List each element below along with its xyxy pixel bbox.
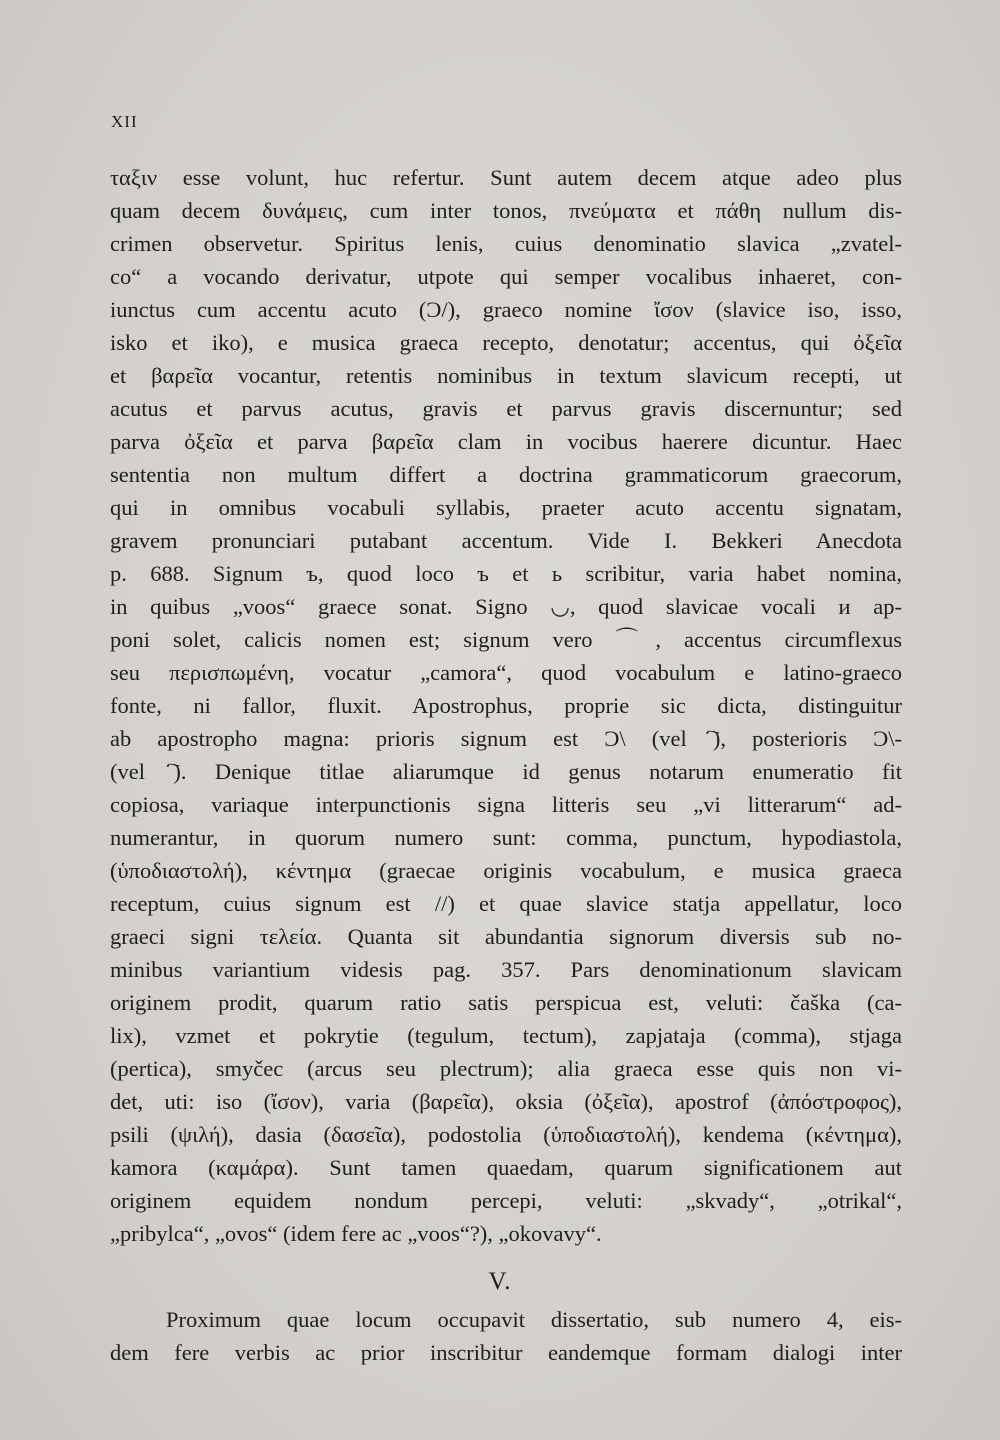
text-line: numerantur, in quorum numero sunt: comma, punctum, hypodiastola, bbox=[110, 825, 902, 850]
text-line: qui in omnibus vocabuli syllabis, praeter acuto accentu signatam, bbox=[110, 495, 902, 520]
text-line: gravem pronunciari putabant accentum. Vide I. Bekkeri Anecdota bbox=[110, 528, 902, 553]
page-number: XII bbox=[111, 112, 138, 131]
text-line: kamora (καμάρα). Sunt tamen quaedam, quarum significationem aut bbox=[110, 1155, 902, 1180]
text-line: originem prodit, quarum ratio satis perspicua est, veluti: čaška (ca- bbox=[110, 990, 902, 1015]
text-line: receptum, cuius signum est //) et quae slavice statja appellatur, loco bbox=[110, 891, 902, 916]
text-line: co“ a vocando derivatur, utpote qui semper vocalibus inhaeret, con- bbox=[110, 264, 902, 289]
text-line: iunctus cum accentu acuto (Ͻ/), graeco nomine ἴσον (slavice iso, isso, bbox=[110, 297, 902, 322]
text-line: dem fere verbis ac prior inscribitur eandemque formam dialogi inter bbox=[110, 1340, 902, 1365]
text-line: (vel ҇). Denique titlae aliarumque id genus notarum enumeratio fit bbox=[110, 759, 902, 784]
text-line: sententia non multum differt a doctrina grammaticorum graecorum, bbox=[110, 462, 902, 487]
text-line: crimen observetur. Spiritus lenis, cuius denominatio slavica „zvatel- bbox=[110, 231, 902, 256]
section-heading: V. bbox=[488, 1268, 512, 1295]
text-line: poni solet, calicis nomen est; signum vero ⌒, accentus circumflexus bbox=[110, 627, 902, 652]
text-line: in quibus „voos“ graece sonat. Signo ◡, quod slavicae vocali и ap- bbox=[110, 594, 902, 619]
text-line: det, uti: iso (ἴσον), varia (βαρεῖα), oksia (ὀξεῖα), apostrof (ἀπόστροφος), bbox=[110, 1089, 902, 1114]
text-line: acutus et parvus acutus, gravis et parvus gravis discernuntur; sed bbox=[110, 396, 902, 421]
text-line: (ὑποδιαστολή), κέντημα (graecae originis vocabulum, e musica graeca bbox=[110, 858, 902, 883]
text-line: ταξιν esse volunt, huc refertur. Sunt autem decem atque adeo plus bbox=[110, 165, 902, 190]
text-line: p. 688. Signum ъ, quod loco ъ et ь scribitur, varia habet nomina, bbox=[110, 561, 902, 586]
text-line: graeci signi τελεία. Quanta sit abundantia signorum diversis sub no- bbox=[110, 924, 902, 949]
text-line: parva ὀξεῖα et parva βαρεῖα clam in vocibus haerere dicuntur. Haec bbox=[110, 429, 902, 454]
text-line: ab apostropho magna: prioris signum est Ͻ\ (vel ҇), posterioris Ͻ\- bbox=[110, 726, 902, 751]
text-line: copiosa, variaque interpunctionis signa litteris seu „vi litterarum“ ad- bbox=[110, 792, 902, 817]
text-line: (pertica), smyčec (arcus seu plectrum); alia graeca esse quis non vi- bbox=[110, 1056, 902, 1081]
text-line: fonte, ni fallor, fluxit. Apostrophus, proprie sic dicta, distinguitur bbox=[110, 693, 902, 718]
text-line: Proximum quae locum occupavit dissertatio, sub numero 4, eis- bbox=[166, 1307, 902, 1332]
paragraph-1 bbox=[110, 161, 902, 1250]
text-line: isko et iko), e musica graeca recepto, denotatur; accentus, qui ὀξεῖα bbox=[110, 330, 902, 355]
text-line: seu περισπωμένη, vocatur „camora“, quod vocabulum e latino-graeco bbox=[110, 660, 902, 685]
paragraph-2 bbox=[110, 1303, 902, 1369]
text-line: quam decem δυνάμεις, cum inter tonos, πνεύματα et πάθη nullum dis- bbox=[110, 198, 902, 223]
text-line: minibus variantium videsis pag. 357. Pars denominationum slavicam bbox=[110, 957, 902, 982]
text-line: „pribylca“, „ovos“ (idem fere ac „voos“?), „okovavy“. bbox=[110, 1221, 602, 1246]
text-line: et βαρεῖα vocantur, retentis nominibus in textum slavicum recepti, ut bbox=[110, 363, 902, 388]
text-line: lix), vzmet et pokrytie (tegulum, tectum), zapjataja (comma), stjaga bbox=[110, 1023, 902, 1048]
text-line: psili (ψιλή), dasia (δασεῖα), podostolia (ὑποδιαστολή), kendema (κέντημα), bbox=[110, 1122, 902, 1147]
text-line: originem equidem nondum percepi, veluti: „skvady“, „otrikal“, bbox=[110, 1188, 902, 1213]
